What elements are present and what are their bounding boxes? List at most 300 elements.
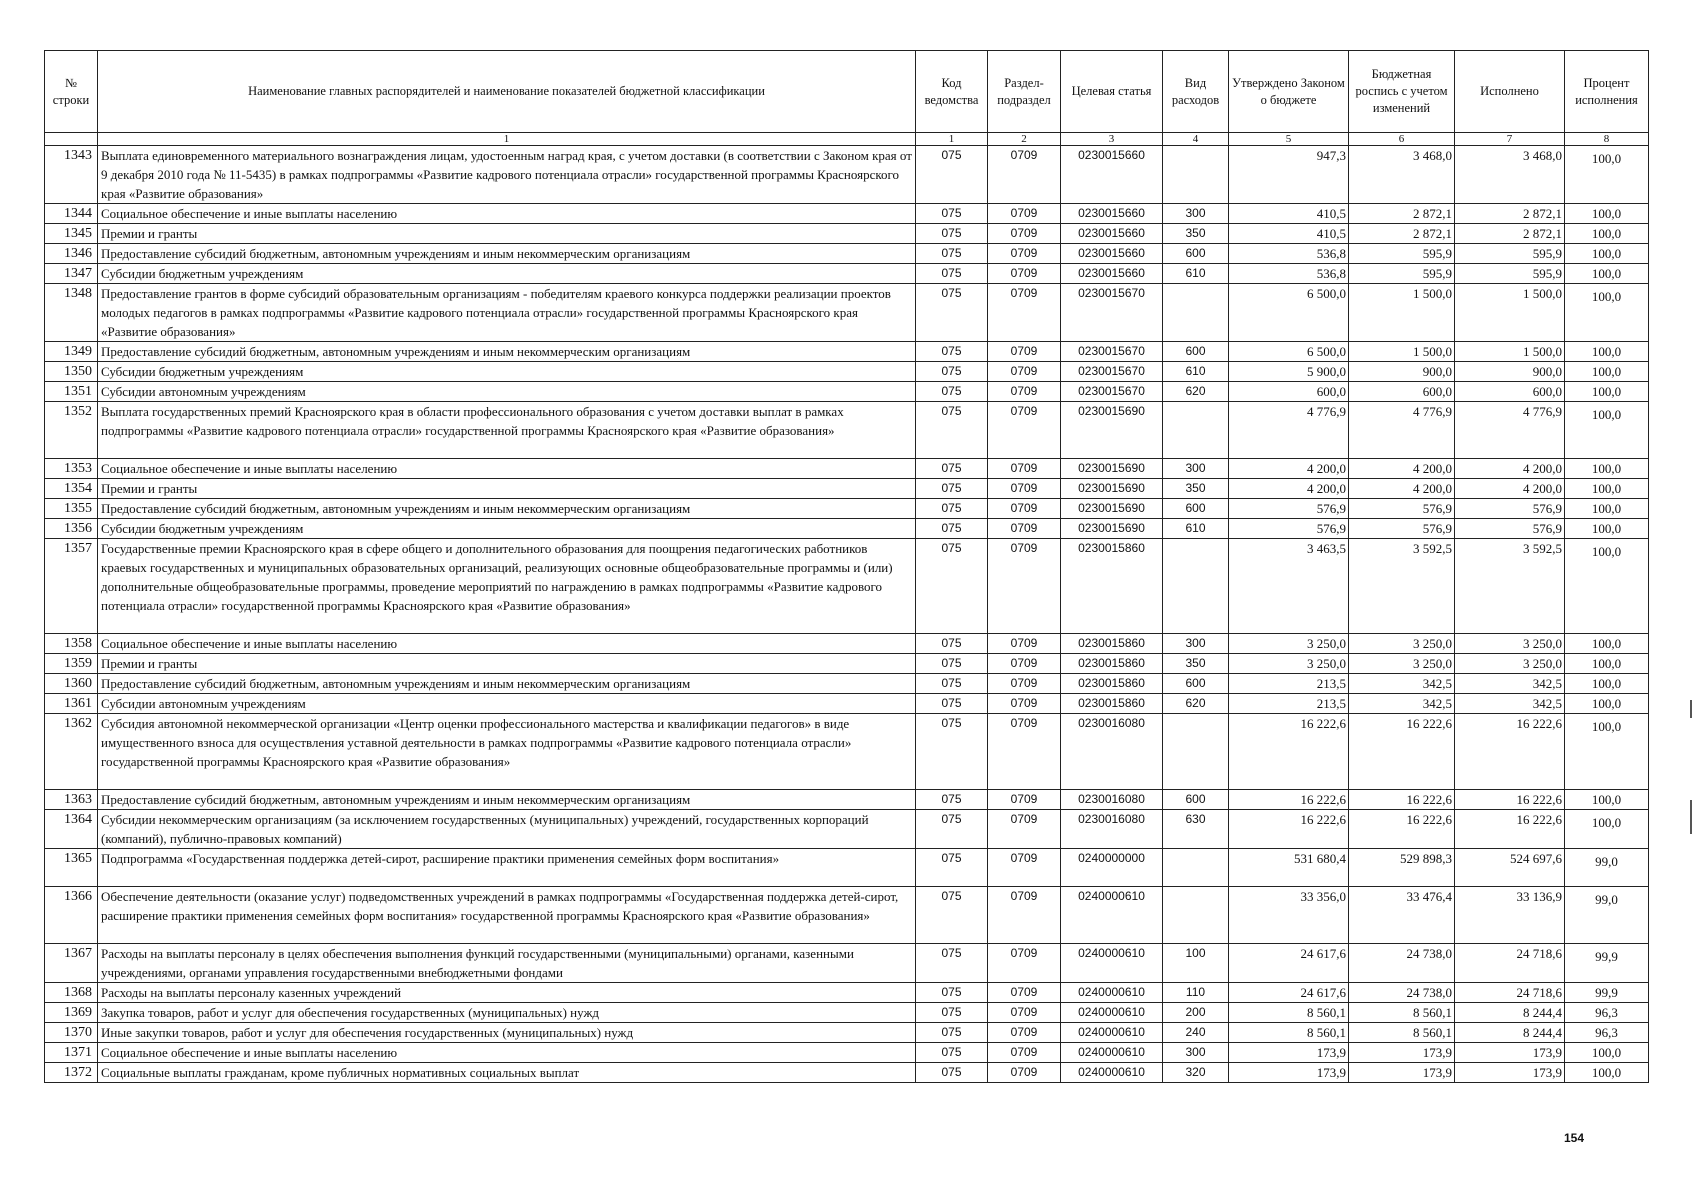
row-percent: 100,0 [1565, 499, 1649, 519]
row-budget: 529 898,3 [1349, 849, 1455, 887]
row-executed: 595,9 [1455, 264, 1565, 284]
table-row [45, 539, 1649, 634]
row-percent: 100,0 [1565, 539, 1649, 634]
header-row [45, 51, 1649, 133]
row-number: 1343 [45, 146, 98, 204]
column-number: 1 [916, 133, 988, 146]
row-number: 1344 [45, 204, 98, 224]
table-row [45, 790, 1649, 810]
row-section: 0709 [988, 1003, 1061, 1023]
row-budget: 595,9 [1349, 264, 1455, 284]
row-budget: 8 560,1 [1349, 1003, 1455, 1023]
scan-edge-mark [1690, 800, 1692, 834]
row-number: 1354 [45, 479, 98, 499]
row-number: 1368 [45, 983, 98, 1003]
row-percent: 100,0 [1565, 342, 1649, 362]
row-type: 620 [1163, 694, 1229, 714]
row-budget: 3 250,0 [1349, 634, 1455, 654]
row-budget: 16 222,6 [1349, 810, 1455, 849]
row-approved: 16 222,6 [1229, 810, 1349, 849]
row-executed: 595,9 [1455, 244, 1565, 264]
row-target: 0230015860 [1061, 539, 1163, 634]
row-target: 0230016080 [1061, 714, 1163, 790]
row-budget: 8 560,1 [1349, 1023, 1455, 1043]
row-dept-code: 075 [916, 1043, 988, 1063]
row-number: 1372 [45, 1063, 98, 1083]
row-number: 1364 [45, 810, 98, 849]
row-approved: 576,9 [1229, 519, 1349, 539]
row-type: 600 [1163, 674, 1229, 694]
row-number: 1349 [45, 342, 98, 362]
row-approved: 16 222,6 [1229, 714, 1349, 790]
row-name: Социальные выплаты гражданам, кроме публичных нормативных социальных выплат [98, 1063, 916, 1083]
row-budget: 33 476,4 [1349, 887, 1455, 944]
row-percent: 100,0 [1565, 459, 1649, 479]
row-approved: 173,9 [1229, 1043, 1349, 1063]
row-type [1163, 146, 1229, 204]
row-budget: 3 468,0 [1349, 146, 1455, 204]
row-dept-code: 075 [916, 674, 988, 694]
table-row [45, 264, 1649, 284]
row-target: 0230015670 [1061, 342, 1163, 362]
row-approved: 16 222,6 [1229, 790, 1349, 810]
row-approved: 410,5 [1229, 204, 1349, 224]
column-number: 1 [98, 133, 916, 146]
row-name: Предоставление субсидий бюджетным, автономным учреждениям и иным некоммерческим организациям [98, 499, 916, 519]
table-row [45, 1063, 1649, 1083]
row-target: 0230015660 [1061, 146, 1163, 204]
row-name: Закупка товаров, работ и услуг для обеспечения государственных (муниципальных) нужд [98, 1003, 916, 1023]
row-dept-code: 075 [916, 224, 988, 244]
column-numbers-row [45, 133, 1649, 146]
row-budget: 2 872,1 [1349, 224, 1455, 244]
row-number: 1346 [45, 244, 98, 264]
row-number: 1355 [45, 499, 98, 519]
row-type [1163, 539, 1229, 634]
row-approved: 6 500,0 [1229, 342, 1349, 362]
row-dept-code: 075 [916, 459, 988, 479]
row-type: 350 [1163, 224, 1229, 244]
row-approved: 8 560,1 [1229, 1023, 1349, 1043]
row-name: Субсидии автономным учреждениям [98, 382, 916, 402]
header-target: Целевая статья [1061, 51, 1163, 133]
row-section: 0709 [988, 244, 1061, 264]
row-type: 110 [1163, 983, 1229, 1003]
row-approved: 3 250,0 [1229, 634, 1349, 654]
row-executed: 4 200,0 [1455, 459, 1565, 479]
row-section: 0709 [988, 146, 1061, 204]
row-budget: 2 872,1 [1349, 204, 1455, 224]
row-name: Субсидии автономным учреждениям [98, 694, 916, 714]
row-approved: 213,5 [1229, 674, 1349, 694]
header-row-number: № строки [45, 51, 98, 133]
row-section: 0709 [988, 284, 1061, 342]
row-budget: 173,9 [1349, 1043, 1455, 1063]
row-budget: 595,9 [1349, 244, 1455, 264]
row-section: 0709 [988, 944, 1061, 983]
row-section: 0709 [988, 479, 1061, 499]
row-section: 0709 [988, 264, 1061, 284]
row-type: 300 [1163, 634, 1229, 654]
row-number: 1350 [45, 362, 98, 382]
row-number: 1356 [45, 519, 98, 539]
row-type: 320 [1163, 1063, 1229, 1083]
row-percent: 100,0 [1565, 224, 1649, 244]
row-name: Расходы на выплаты персоналу в целях обеспечения выполнения функций государственными (муниципальными) органами, казенными учреждениями, органами управления государственными внебюджетными фондами [98, 944, 916, 983]
row-name: Предоставление субсидий бюджетным, автономным учреждениям и иным некоммерческим организациям [98, 790, 916, 810]
row-name: Предоставление субсидий бюджетным, автономным учреждениям и иным некоммерческим организациям [98, 244, 916, 264]
row-target: 0240000610 [1061, 983, 1163, 1003]
row-name: Социальное обеспечение и иные выплаты населению [98, 204, 916, 224]
row-percent: 100,0 [1565, 1043, 1649, 1063]
row-name: Премии и гранты [98, 654, 916, 674]
row-name: Предоставление грантов в форме субсидий образовательным организациям - победителям краевого конкурса поддержки реализации проектов молодых педагогов в рамках подпрограммы «Развитие кадрового потенциала отрасли» государственной программы Красноярского края «Развитие образования» [98, 284, 916, 342]
row-dept-code: 075 [916, 1003, 988, 1023]
row-dept-code: 075 [916, 204, 988, 224]
row-target: 0230015690 [1061, 402, 1163, 459]
row-number: 1352 [45, 402, 98, 459]
row-number: 1371 [45, 1043, 98, 1063]
row-dept-code: 075 [916, 790, 988, 810]
header-name: Наименование главных распорядителей и наименование показателей бюджетной классификации [98, 51, 916, 133]
row-number: 1369 [45, 1003, 98, 1023]
row-executed: 900,0 [1455, 362, 1565, 382]
table-row [45, 459, 1649, 479]
row-percent: 100,0 [1565, 790, 1649, 810]
row-dept-code: 075 [916, 634, 988, 654]
row-executed: 173,9 [1455, 1043, 1565, 1063]
column-number: 7 [1455, 133, 1565, 146]
row-name: Социальное обеспечение и иные выплаты населению [98, 634, 916, 654]
row-target: 0230015860 [1061, 674, 1163, 694]
row-dept-code: 075 [916, 849, 988, 887]
row-number: 1360 [45, 674, 98, 694]
row-dept-code: 075 [916, 983, 988, 1003]
row-budget: 900,0 [1349, 362, 1455, 382]
row-dept-code: 075 [916, 694, 988, 714]
row-section: 0709 [988, 1043, 1061, 1063]
row-name: Социальное обеспечение и иные выплаты населению [98, 459, 916, 479]
row-type: 100 [1163, 944, 1229, 983]
row-number: 1353 [45, 459, 98, 479]
row-name: Расходы на выплаты персоналу казенных учреждений [98, 983, 916, 1003]
row-section: 0709 [988, 382, 1061, 402]
row-approved: 410,5 [1229, 224, 1349, 244]
row-type: 620 [1163, 382, 1229, 402]
header-executed: Исполнено [1455, 51, 1565, 133]
row-target: 0230015860 [1061, 654, 1163, 674]
row-percent: 99,9 [1565, 944, 1649, 983]
header-dept-code: Код ведомства [916, 51, 988, 133]
row-percent: 100,0 [1565, 1063, 1649, 1083]
row-executed: 33 136,9 [1455, 887, 1565, 944]
row-section: 0709 [988, 714, 1061, 790]
row-target: 0230015660 [1061, 264, 1163, 284]
row-executed: 4 200,0 [1455, 479, 1565, 499]
row-budget: 342,5 [1349, 694, 1455, 714]
row-type: 350 [1163, 479, 1229, 499]
row-number: 1363 [45, 790, 98, 810]
row-type [1163, 284, 1229, 342]
row-percent: 96,3 [1565, 1003, 1649, 1023]
table-row [45, 519, 1649, 539]
row-target: 0230015670 [1061, 382, 1163, 402]
budget-table [44, 50, 1649, 1083]
row-percent: 100,0 [1565, 634, 1649, 654]
row-section: 0709 [988, 499, 1061, 519]
row-approved: 4 200,0 [1229, 459, 1349, 479]
table-row [45, 714, 1649, 790]
row-dept-code: 075 [916, 342, 988, 362]
row-type: 600 [1163, 790, 1229, 810]
table-row [45, 1043, 1649, 1063]
row-number: 1370 [45, 1023, 98, 1043]
row-percent: 100,0 [1565, 362, 1649, 382]
row-name: Подпрограмма «Государственная поддержка детей-сирот, расширение практики применения семейных форм воспитания» [98, 849, 916, 887]
row-budget: 576,9 [1349, 499, 1455, 519]
row-approved: 33 356,0 [1229, 887, 1349, 944]
table-row [45, 382, 1649, 402]
row-target: 0240000610 [1061, 887, 1163, 944]
row-approved: 947,3 [1229, 146, 1349, 204]
row-type: 610 [1163, 362, 1229, 382]
table-row [45, 1023, 1649, 1043]
row-approved: 24 617,6 [1229, 944, 1349, 983]
row-section: 0709 [988, 1023, 1061, 1043]
row-number: 1357 [45, 539, 98, 634]
row-dept-code: 075 [916, 887, 988, 944]
row-approved: 3 463,5 [1229, 539, 1349, 634]
row-percent: 100,0 [1565, 204, 1649, 224]
row-budget: 4 200,0 [1349, 479, 1455, 499]
row-name: Государственные премии Красноярского края в сфере общего и дополнительного образования для поощрения педагогических работников краевых государственных и муниципальных образовательных организаций, реализующих основные общеобразовательные программы и (или) дополнительные общеобразовательные программы, проведение мероприятий по награждению в рамках подпрограммы «Развитие кадрового потенциала отрасли» государственной программы Красноярского края «Развитие образования» [98, 539, 916, 634]
table-row [45, 479, 1649, 499]
row-section: 0709 [988, 634, 1061, 654]
row-section: 0709 [988, 362, 1061, 382]
row-target: 0230015690 [1061, 519, 1163, 539]
row-target: 0230015660 [1061, 244, 1163, 264]
table-row [45, 499, 1649, 519]
row-dept-code: 075 [916, 539, 988, 634]
row-executed: 3 468,0 [1455, 146, 1565, 204]
row-executed: 576,9 [1455, 519, 1565, 539]
row-percent: 100,0 [1565, 694, 1649, 714]
row-type [1163, 849, 1229, 887]
row-approved: 24 617,6 [1229, 983, 1349, 1003]
row-dept-code: 075 [916, 714, 988, 790]
row-executed: 3 250,0 [1455, 634, 1565, 654]
row-target: 0230015860 [1061, 634, 1163, 654]
row-executed: 342,5 [1455, 694, 1565, 714]
row-executed: 1 500,0 [1455, 284, 1565, 342]
row-name: Иные закупки товаров, работ и услуг для обеспечения государственных (муниципальных) нужд [98, 1023, 916, 1043]
row-name: Субсидии бюджетным учреждениям [98, 264, 916, 284]
row-executed: 16 222,6 [1455, 790, 1565, 810]
row-dept-code: 075 [916, 479, 988, 499]
row-dept-code: 075 [916, 1023, 988, 1043]
table-row [45, 362, 1649, 382]
row-section: 0709 [988, 519, 1061, 539]
row-percent: 100,0 [1565, 479, 1649, 499]
row-number: 1362 [45, 714, 98, 790]
row-executed: 8 244,4 [1455, 1003, 1565, 1023]
row-approved: 213,5 [1229, 694, 1349, 714]
row-number: 1359 [45, 654, 98, 674]
table-row [45, 402, 1649, 459]
row-number: 1366 [45, 887, 98, 944]
header-approved: Утверждено Законом о бюджете [1229, 51, 1349, 133]
row-type: 350 [1163, 654, 1229, 674]
row-number: 1367 [45, 944, 98, 983]
row-executed: 8 244,4 [1455, 1023, 1565, 1043]
row-budget: 173,9 [1349, 1063, 1455, 1083]
row-target: 0230016080 [1061, 810, 1163, 849]
row-percent: 100,0 [1565, 402, 1649, 459]
row-name: Социальное обеспечение и иные выплаты населению [98, 1043, 916, 1063]
row-section: 0709 [988, 402, 1061, 459]
row-dept-code: 075 [916, 382, 988, 402]
row-dept-code: 075 [916, 244, 988, 264]
row-dept-code: 075 [916, 264, 988, 284]
column-number: 5 [1229, 133, 1349, 146]
row-target: 0230015860 [1061, 694, 1163, 714]
row-target: 0230015660 [1061, 224, 1163, 244]
row-executed: 4 776,9 [1455, 402, 1565, 459]
table-row [45, 694, 1649, 714]
table-body [45, 146, 1649, 1083]
table-row [45, 204, 1649, 224]
row-approved: 173,9 [1229, 1063, 1349, 1083]
row-number: 1365 [45, 849, 98, 887]
row-type: 600 [1163, 499, 1229, 519]
table-row [45, 342, 1649, 362]
row-dept-code: 075 [916, 654, 988, 674]
row-percent: 99,9 [1565, 983, 1649, 1003]
row-budget: 24 738,0 [1349, 983, 1455, 1003]
header-budget: Бюджетная роспись с учетом изменений [1349, 51, 1455, 133]
row-percent: 100,0 [1565, 244, 1649, 264]
column-number: 2 [988, 133, 1061, 146]
row-dept-code: 075 [916, 499, 988, 519]
row-number: 1361 [45, 694, 98, 714]
row-number: 1351 [45, 382, 98, 402]
row-executed: 2 872,1 [1455, 204, 1565, 224]
row-executed: 524 697,6 [1455, 849, 1565, 887]
row-dept-code: 075 [916, 284, 988, 342]
row-executed: 3 250,0 [1455, 654, 1565, 674]
row-approved: 6 500,0 [1229, 284, 1349, 342]
row-approved: 8 560,1 [1229, 1003, 1349, 1023]
table-row [45, 944, 1649, 983]
scan-edge-mark [1690, 700, 1692, 718]
row-executed: 16 222,6 [1455, 810, 1565, 849]
row-section: 0709 [988, 810, 1061, 849]
row-executed: 342,5 [1455, 674, 1565, 694]
table-row [45, 284, 1649, 342]
table-row [45, 146, 1649, 204]
row-section: 0709 [988, 539, 1061, 634]
row-target: 0240000000 [1061, 849, 1163, 887]
row-type: 200 [1163, 1003, 1229, 1023]
row-section: 0709 [988, 674, 1061, 694]
row-percent: 100,0 [1565, 654, 1649, 674]
row-budget: 3 250,0 [1349, 654, 1455, 674]
table-row [45, 849, 1649, 887]
row-section: 0709 [988, 983, 1061, 1003]
page-number: 154 [1564, 1131, 1585, 1145]
header-section: Раздел-подраздел [988, 51, 1061, 133]
row-percent: 100,0 [1565, 519, 1649, 539]
column-number [45, 133, 98, 146]
row-section: 0709 [988, 459, 1061, 479]
row-name: Премии и гранты [98, 224, 916, 244]
row-budget: 16 222,6 [1349, 790, 1455, 810]
row-budget: 24 738,0 [1349, 944, 1455, 983]
row-target: 0240000610 [1061, 1043, 1163, 1063]
row-executed: 173,9 [1455, 1063, 1565, 1083]
row-target: 0240000610 [1061, 944, 1163, 983]
row-target: 0240000610 [1061, 1023, 1163, 1043]
row-target: 0240000610 [1061, 1003, 1163, 1023]
row-section: 0709 [988, 849, 1061, 887]
table-row [45, 674, 1649, 694]
header-percent: Процент исполнения [1565, 51, 1649, 133]
row-dept-code: 075 [916, 519, 988, 539]
row-approved: 3 250,0 [1229, 654, 1349, 674]
row-budget: 16 222,6 [1349, 714, 1455, 790]
row-type: 300 [1163, 1043, 1229, 1063]
column-number: 8 [1565, 133, 1649, 146]
row-section: 0709 [988, 694, 1061, 714]
row-type: 610 [1163, 519, 1229, 539]
table-row [45, 887, 1649, 944]
row-percent: 100,0 [1565, 674, 1649, 694]
row-number: 1347 [45, 264, 98, 284]
row-section: 0709 [988, 224, 1061, 244]
row-approved: 531 680,4 [1229, 849, 1349, 887]
row-executed: 16 222,6 [1455, 714, 1565, 790]
row-percent: 96,3 [1565, 1023, 1649, 1043]
row-budget: 4 776,9 [1349, 402, 1455, 459]
row-approved: 536,8 [1229, 264, 1349, 284]
column-number: 4 [1163, 133, 1229, 146]
row-dept-code: 075 [916, 944, 988, 983]
row-target: 0230015670 [1061, 362, 1163, 382]
row-name: Субсидии некоммерческим организациям (за исключением государственных (муниципальных) учреждений, государственных корпораций (компаний), публично-правовых компаний) [98, 810, 916, 849]
row-dept-code: 075 [916, 362, 988, 382]
row-target: 0230015690 [1061, 479, 1163, 499]
table-row [45, 654, 1649, 674]
row-dept-code: 075 [916, 1063, 988, 1083]
table-row [45, 224, 1649, 244]
row-section: 0709 [988, 342, 1061, 362]
row-type [1163, 714, 1229, 790]
row-approved: 536,8 [1229, 244, 1349, 264]
row-name: Субсидия автономной некоммерческой организации «Центр оценки профессионального мастерства и квалификации педагогов» в виде имущественного взноса для осуществления уставной деятельности в рамках подпрограммы «Развитие кадрового потенциала отрасли» государственной программы Красноярского края «Развитие образования» [98, 714, 916, 790]
row-percent: 99,0 [1565, 849, 1649, 887]
table-row [45, 983, 1649, 1003]
row-name: Предоставление субсидий бюджетным, автономным учреждениям и иным некоммерческим организациям [98, 674, 916, 694]
row-percent: 99,0 [1565, 887, 1649, 944]
row-number: 1345 [45, 224, 98, 244]
row-executed: 600,0 [1455, 382, 1565, 402]
row-section: 0709 [988, 887, 1061, 944]
row-type: 630 [1163, 810, 1229, 849]
row-executed: 24 718,6 [1455, 944, 1565, 983]
row-budget: 342,5 [1349, 674, 1455, 694]
row-percent: 100,0 [1565, 382, 1649, 402]
row-percent: 100,0 [1565, 284, 1649, 342]
